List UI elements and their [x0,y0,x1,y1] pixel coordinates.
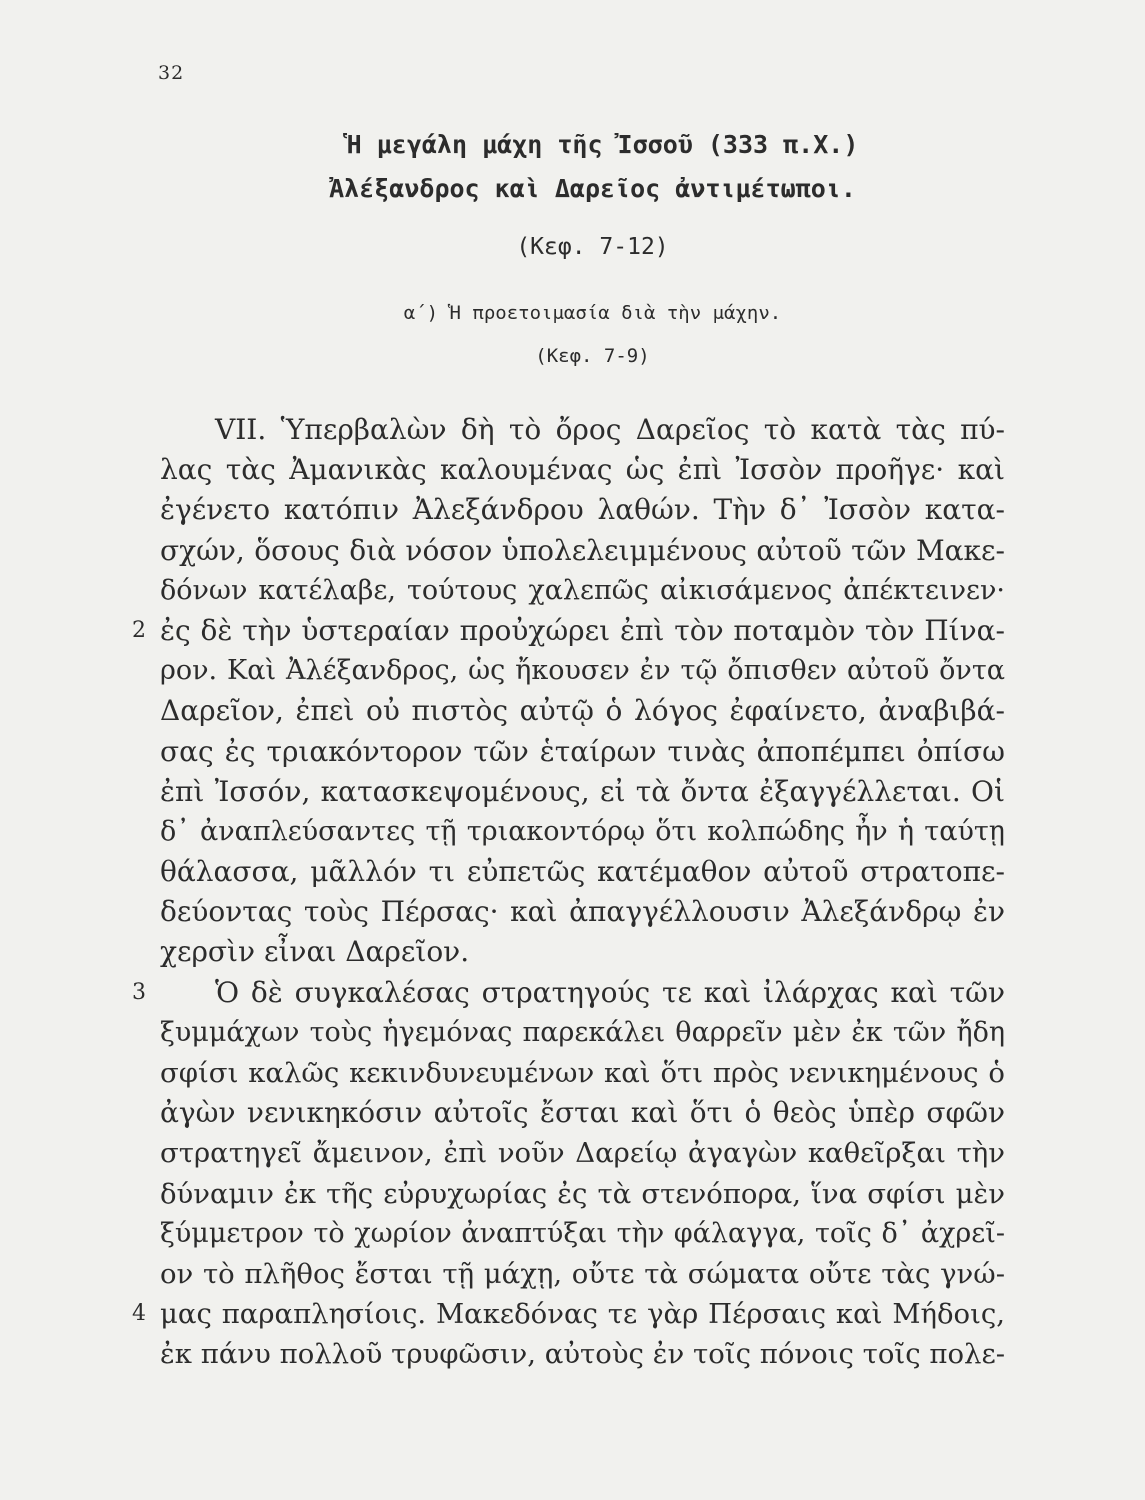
chapter-range: (Κεφ. 7-12) [516,234,669,260]
text-line [160,531,1005,571]
line-text: ἐκ πάνυ πολλοῦ τρυφῶσιν, αὐτοὺς ἐν τοῖς πόνοις τοῖς πολε- [160,1338,1005,1371]
line-text: Δαρεῖον, ἐπεὶ οὐ πιστὸς αὐτῷ ὁ λόγος ἐφαίνετο, ἀναβιβά- [160,694,1005,728]
line-text: σφίσι καλῶς κεκινδυνευμένων καὶ ὅτι πρὸς νενικημένους ὁ [160,1057,1005,1089]
text-line [160,1214,1005,1254]
line-text: Ὁ δὲ συγκαλέσας στρατηγούς τε καὶ ἰλάρχας καὶ τῶν [215,975,1005,1009]
text-line [132,1294,1005,1334]
text-line [160,772,1005,812]
text-line [160,732,1005,772]
text-line [160,852,1005,892]
line-text: ἐς δὲ τὴν ὑστεραίαν προὐχώρει ἐπὶ τὸν ποταμὸν τὸν Πίνα- [160,613,1005,647]
line-text: ξυμμάχων τοὺς ἡγεμόνας παρεκάλει θαρρεῖν μὲν ἐκ τῶν ἤδη [160,1016,1005,1048]
text-line [160,932,1005,972]
line-text: χερσὶν εἶναι Δαρεῖον. [160,935,470,969]
chapter-title: Ἡ μεγάλη μάχη τῆς Ἰσσοῦ (333 π.Χ.) [346,130,859,159]
line-text: ον τὸ πλῆθος ἔσται τῇ μάχῃ, οὔτε τὰ σώματα οὔτε τὰς γνώ- [160,1257,1005,1290]
line-text: στρατηγεῖ ἄμεινον, ἐπὶ νοῦν Δαρείῳ ἀγαγὼν καθεῖρξαι τὴν [160,1137,1005,1170]
text-line [160,651,1005,691]
paragraph-number: 4 [132,1301,146,1327]
text-line [160,1334,1005,1374]
text-line [132,611,1005,651]
section-range: (Κεφ. 7-9) [535,345,650,367]
text-line [160,1133,1005,1173]
line-text: δόνων κατέλαβε, τούτους χαλεπῶς αἰκισάμενος ἀπέκτεινεν· [160,574,1005,606]
line-text: θάλασσα, μᾶλλόν τι εὐπετῶς κατέμαθον αὐτοῦ στρατοπε- [160,855,1005,889]
section-title: α΄) Ἡ προετοιμασία διὰ τὴν μάχην. [403,302,782,324]
text-line [160,1053,1005,1093]
line-text: μας παραπλησίοις. Μακεδόνας τε γὰρ Πέρσαις καὶ Μήδοις, [160,1298,1005,1331]
line-text: ἀγὼν νενικηκόσιν αὐτοῖς ἔσται καὶ ὅτι ὁ θεὸς ὑπὲρ σφῶν [160,1096,1005,1130]
text-line [160,812,1005,852]
line-text: λας τὰς Ἀμανικὰς καλουμένας ὡς ἐπὶ Ἰσσὸν προῆγε· καὶ [160,453,1005,487]
line-text: ξύμμετρον τὸ χωρίον ἀναπτύξαι τὴν φάλαγγα, τοῖς δ᾽ ἀχρεῖ- [160,1217,1005,1249]
paragraph-number: 3 [132,979,146,1005]
text-line [160,450,1005,490]
line-text: σας ἐς τριακόντορον τῶν ἑταίρων τινὰς ἀποπέμπει ὀπίσω [160,734,1005,768]
line-text: δύναμιν ἐκ τῆς εὐρυχωρίας ἐς τὰ στενόπορα, ἵνα σφίσι μὲν [160,1177,1005,1210]
text-line [132,973,1005,1013]
text-line [160,1093,1005,1133]
text-line [160,490,1005,530]
body-text [132,410,1005,1375]
text-line [160,1013,1005,1053]
text-line [160,1174,1005,1214]
line-text: ἐγένετο κατόπιν Ἀλεξάνδρου λαθών. Τὴν δ᾽ Ἰσσὸν κατα- [160,493,1005,527]
line-text: δ᾽ ἀναπλεύσαντες τῇ τριακοντόρῳ ὅτι κολπώδης ἦν ἡ ταύτῃ [160,815,1005,847]
chapter-subtitle: Ἀλέξανδρος καὶ Δαρεῖος ἀντιμέτωποι. [329,174,856,203]
line-text: ρον. Καὶ Ἀλέξανδρος, ὡς ἤκουσεν ἐν τῷ ὄπισθεν αὐτοῦ ὄντα [160,655,1005,687]
text-line [160,410,1005,450]
line-text: ἐπὶ Ἰσσόν, κατασκεψομένους, εἰ τὰ ὄντα ἐξαγγέλλεται. Οἱ [160,774,1005,808]
text-line [160,571,1005,611]
line-text: VII. Ὑπερβαλὼν δὴ τὸ ὄρος Δαρεῖος τὸ κατὰ τὰς πύ- [215,413,1005,446]
paragraph-number: 2 [132,617,146,643]
text-line [160,691,1005,731]
page-number: 32 [158,62,185,84]
text-line [160,1254,1005,1294]
line-text: δεύοντας τοὺς Πέρσας· καὶ ἀπαγγέλλουσιν Ἀλεξάνδρῳ ἐν [160,895,1005,929]
text-line [160,892,1005,932]
line-text: σχών, ὅσους διὰ νόσον ὑπολελειμμένους αὐτοῦ τῶν Μακε- [160,533,1005,567]
